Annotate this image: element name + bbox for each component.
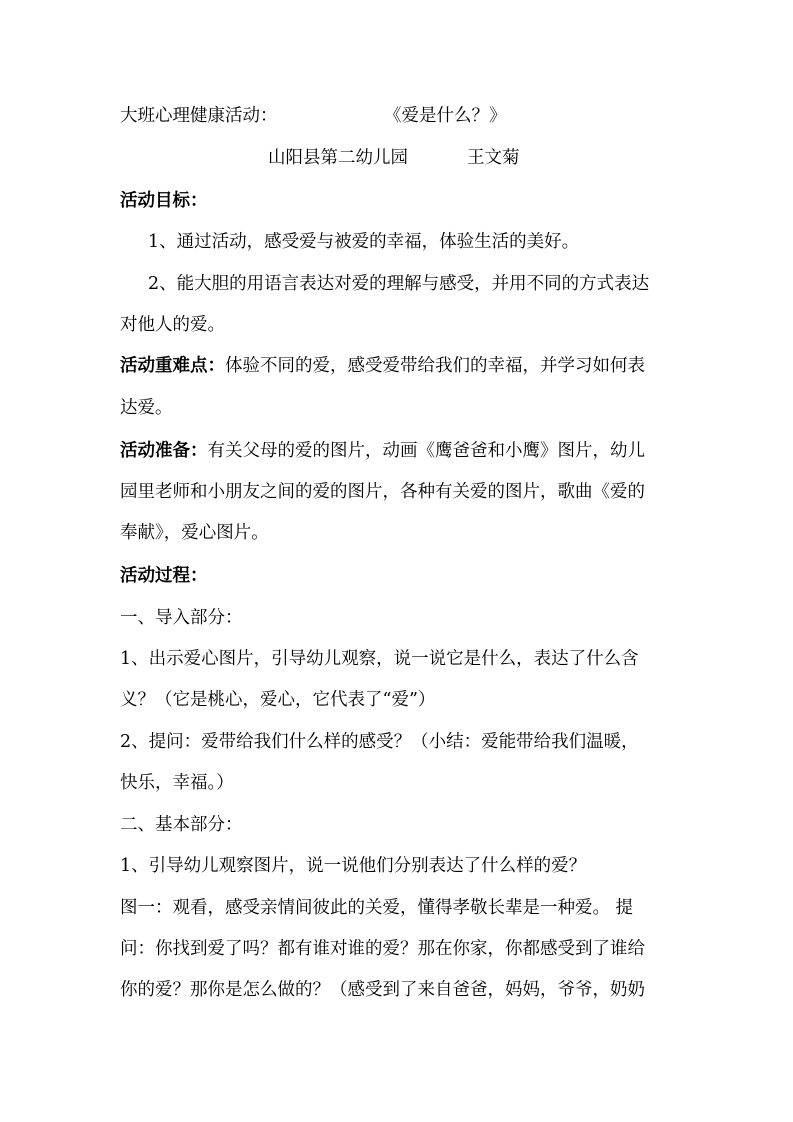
goal-1: 1、通过活动，感受爱与被爱的幸福，体验生活的美好。 xyxy=(148,232,580,252)
figure-1-line-1: 图一：观看，感受亲情间彼此的关爱，懂得孝敬长辈是一种爱。 提 xyxy=(120,898,634,918)
part-1-item-2-line-1: 2、提问：爱带给我们什么样的感受？（小结：爱能带给我们温暖， xyxy=(120,732,639,752)
goal-2-line-1: 2、能大胆的用语言表达对爱的理解与感受，并用不同的方式表达 xyxy=(148,274,650,294)
school-name: 山阳县第二幼儿园 xyxy=(268,148,408,168)
part-2-item-1: 1、引导幼儿观察图片，说一说他们分别表达了什么样的爱？ xyxy=(120,856,587,876)
doc-title-prefix: 大班心理健康活动： xyxy=(120,106,278,126)
figure-1-line-3: 你的爱？那你是怎么做的？（感受到了来自爸爸，妈妈，爷爷，奶奶 xyxy=(120,980,645,1000)
goals-heading: 活动目标： xyxy=(120,191,208,211)
part-1-item-1-line-1: 1、出示爱心图片，引导幼儿观察，说一说它是什么，表达了什么含 xyxy=(120,649,639,669)
doc-title-name: 《爱是什么？》 xyxy=(384,106,507,126)
key-points-paragraph xyxy=(120,354,680,378)
preparation-line-3: 奉献》，爱心图片。 xyxy=(120,523,269,543)
preparation-paragraph xyxy=(120,439,680,463)
key-points-heading: 活动重难点： xyxy=(120,356,225,376)
goal-2-line-2: 对他人的爱。 xyxy=(120,315,225,335)
part-2-heading: 二、基本部分： xyxy=(120,815,243,835)
preparation-heading: 活动准备： xyxy=(120,441,208,461)
preparation-line-2: 园里老师和小朋友之间的爱的图片，各种有关爱的图片，歌曲《爱的 xyxy=(120,482,645,502)
process-heading: 活动过程： xyxy=(120,566,208,586)
figure-1-line-2: 问：你找到爱了吗？都有谁对谁的爱？那在你家，你都感受到了谁给 xyxy=(120,939,645,959)
part-1-item-2-line-2: 快乐，幸福。） xyxy=(120,773,234,793)
key-points-line-2: 达爱。 xyxy=(120,398,173,418)
key-points-text: 体验不同的爱，感受爱带给我们的幸福，并学习如何表 xyxy=(225,356,645,376)
author-name: 王文菊 xyxy=(467,148,520,168)
part-1-item-1-line-2: 义？（它是桃心，爱心，它代表了“爱”） xyxy=(120,690,436,710)
part-1-heading: 一、导入部分： xyxy=(120,608,243,628)
preparation-text: 有关父母的爱的图片，动画《鹰爸爸和小鹰》图片，幼儿 xyxy=(207,441,645,461)
